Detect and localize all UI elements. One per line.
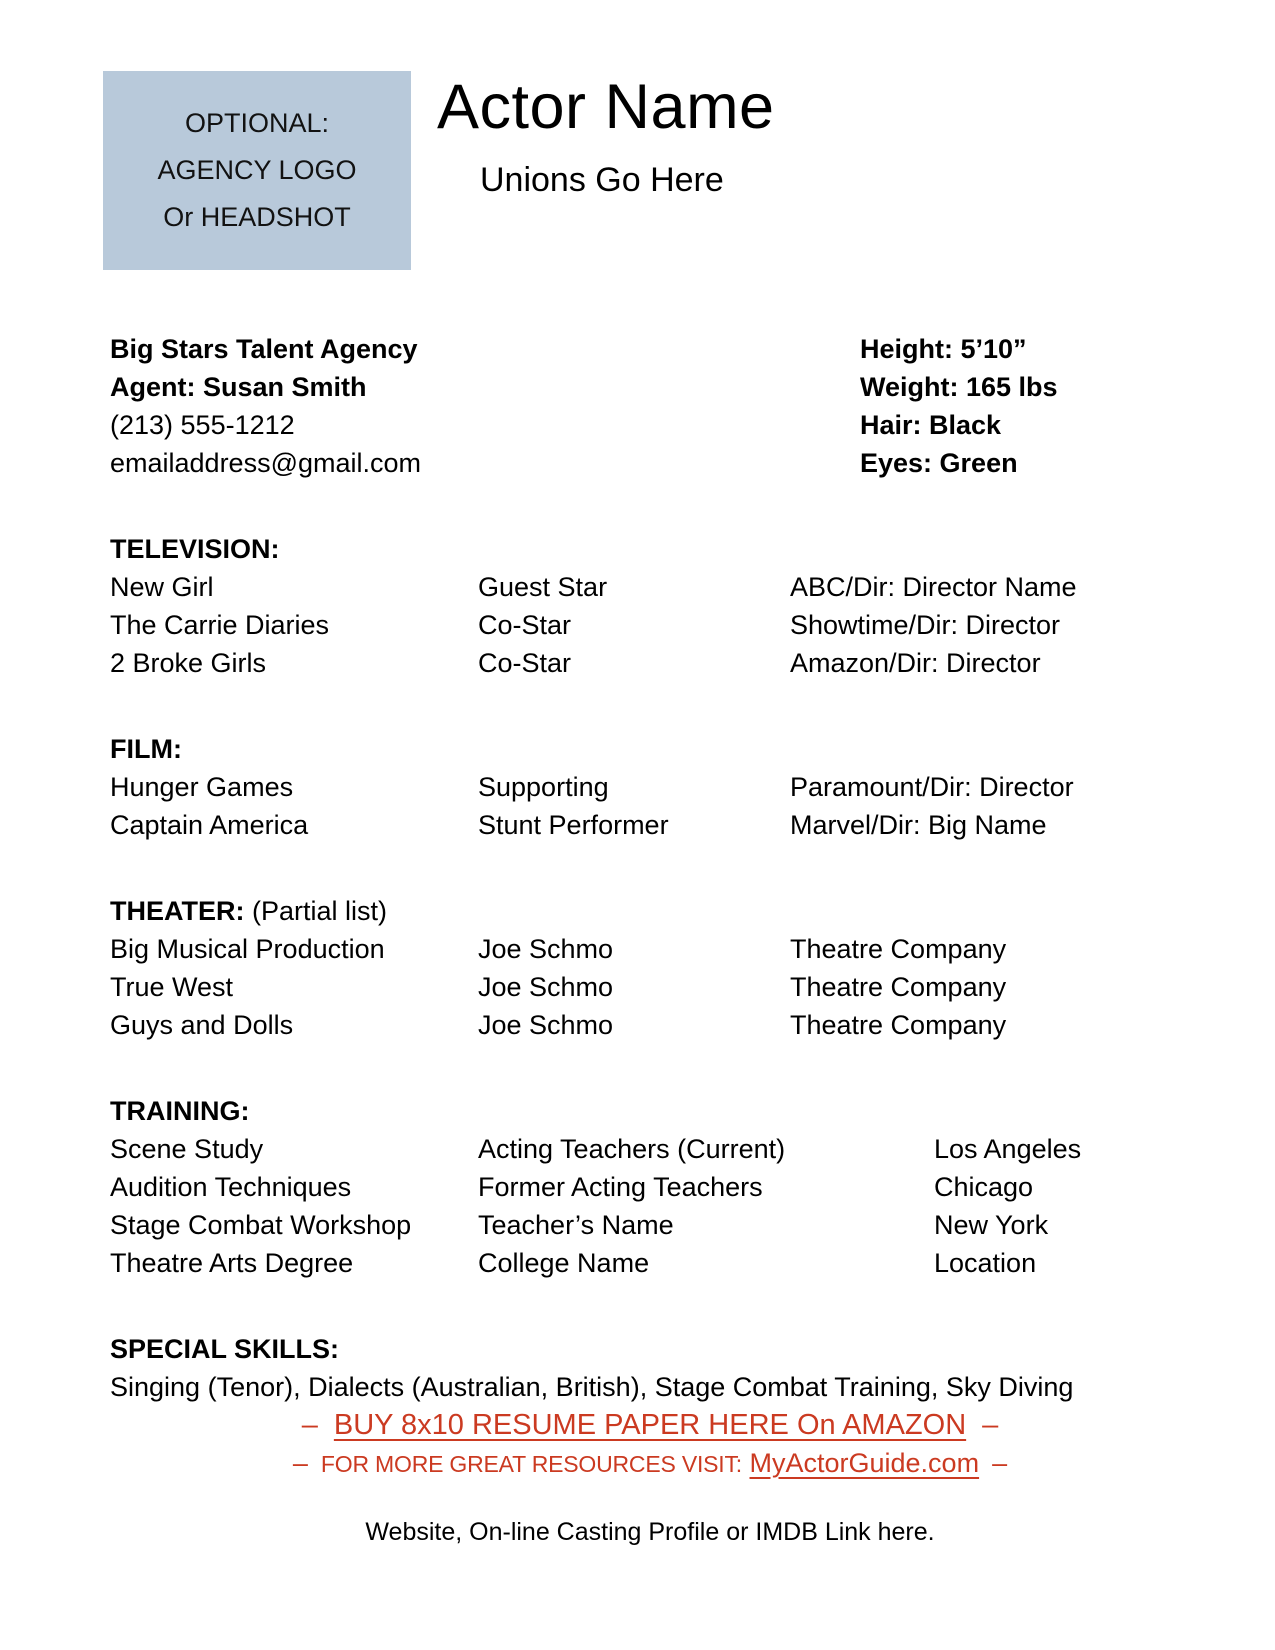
table-row: [110, 1130, 1190, 1168]
training-course: Scene Study: [110, 1134, 264, 1164]
dash-right: –: [982, 1409, 999, 1441]
training-location: Location: [934, 1248, 1037, 1278]
credit-company: Theatre Company: [790, 972, 1007, 1002]
table-row: [110, 968, 1190, 1006]
dash-right: –: [992, 1448, 1008, 1478]
header-title-block: [437, 72, 775, 200]
section-theater: [110, 892, 1190, 1044]
special-skills-list: Singing (Tenor), Dialects (Australian, British), Stage Combat Training, Sky Diving: [110, 1372, 1074, 1402]
myactorguide-link[interactable]: MyActorGuide.com: [749, 1448, 980, 1478]
section-training: [110, 1092, 1190, 1282]
special-skills-heading: SPECIAL SKILLS:: [110, 1334, 340, 1364]
logo-box-line-1: OPTIONAL:: [184, 108, 330, 138]
phone-number: (213) 555-1212: [110, 410, 295, 440]
agency-logo-placeholder: [103, 71, 411, 270]
credit-role: Co-Star: [478, 648, 572, 678]
credit-network: ABC/Dir: Director Name: [790, 572, 1077, 602]
credit-role: Supporting: [478, 772, 609, 802]
amazon-link[interactable]: BUY 8x10 RESUME PAPER HERE On AMAZON: [333, 1409, 967, 1441]
logo-box-line-2: AGENCY LOGO: [157, 155, 357, 185]
training-heading: TRAINING:: [110, 1096, 250, 1126]
training-location: New York: [934, 1210, 1049, 1240]
training-teacher: Former Acting Teachers: [478, 1172, 763, 1202]
television-heading: TELEVISION:: [110, 534, 280, 564]
section-television: [110, 530, 1190, 682]
table-row: [110, 1244, 1190, 1282]
training-teacher: Acting Teachers (Current): [478, 1134, 786, 1164]
credit-title: True West: [110, 972, 234, 1002]
footer-links-placeholder: Website, On-line Casting Profile or IMDB Link here.: [365, 1518, 935, 1546]
credit-director: Joe Schmo: [478, 934, 614, 964]
dash-left: –: [292, 1448, 308, 1478]
training-course: Stage Combat Workshop: [110, 1210, 412, 1240]
table-row: [110, 606, 1190, 644]
credit-network: Showtime/Dir: Director: [790, 610, 1061, 640]
training-teacher: College Name: [478, 1248, 650, 1278]
stats-block: [860, 330, 1190, 482]
training-course: Audition Techniques: [110, 1172, 352, 1202]
table-row: [110, 930, 1190, 968]
stat-height: Height: 5’10”: [860, 334, 1027, 364]
stat-hair: Hair: Black: [860, 410, 1002, 440]
stat-weight: Weight: 165 lbs: [860, 372, 1058, 402]
theater-heading-label: THEATER:: [110, 896, 245, 926]
film-heading: FILM:: [110, 734, 182, 764]
training-course: Theatre Arts Degree: [110, 1248, 354, 1278]
unions-subtitle: Unions Go Here: [480, 161, 724, 199]
credit-company: Theatre Company: [790, 934, 1007, 964]
resources-promo-line: [110, 1444, 1190, 1483]
credit-title: 2 Broke Girls: [110, 648, 267, 678]
credit-title: Captain America: [110, 810, 309, 840]
table-row: [110, 1168, 1190, 1206]
credit-title: Guys and Dolls: [110, 1010, 294, 1040]
actor-name-title: Actor Name: [437, 72, 775, 142]
table-row: [110, 568, 1190, 606]
table-row: [110, 806, 1190, 844]
credit-title: Big Musical Production: [110, 934, 385, 964]
resume-body: [110, 330, 1190, 1551]
credit-role: Guest Star: [478, 572, 608, 602]
table-row: [110, 1006, 1190, 1044]
table-row: [110, 644, 1190, 682]
agency-name: Big Stars Talent Agency: [110, 334, 418, 364]
dash-left: –: [301, 1409, 318, 1441]
credit-title: The Carrie Diaries: [110, 610, 330, 640]
agent-name: Agent: Susan Smith: [110, 372, 367, 402]
credit-network: Amazon/Dir: Director: [790, 648, 1041, 678]
credit-title: Hunger Games: [110, 772, 294, 802]
table-row: [110, 768, 1190, 806]
credit-studio: Paramount/Dir: Director: [790, 772, 1074, 802]
theater-heading-note: (Partial list): [252, 896, 388, 926]
section-special-skills: [110, 1330, 1190, 1406]
training-location: Los Angeles: [934, 1134, 1082, 1164]
email-address: emailaddress@gmail.com: [110, 448, 422, 478]
credit-director: Joe Schmo: [478, 972, 614, 1002]
theater-heading: [110, 892, 1190, 930]
contact-block: [110, 330, 860, 482]
logo-box-line-3: Or HEADSHOT: [163, 202, 351, 232]
table-row: [110, 1206, 1190, 1244]
training-location: Chicago: [934, 1172, 1034, 1202]
section-film: [110, 730, 1190, 844]
credit-company: Theatre Company: [790, 1010, 1007, 1040]
credit-role: Stunt Performer: [478, 810, 669, 840]
training-teacher: Teacher’s Name: [478, 1210, 674, 1240]
amazon-promo-line: [110, 1406, 1190, 1444]
stat-eyes: Eyes: Green: [860, 448, 1018, 478]
credit-title: New Girl: [110, 572, 214, 602]
credit-director: Joe Schmo: [478, 1010, 614, 1040]
credit-role: Co-Star: [478, 610, 572, 640]
resources-prefix: FOR MORE GREAT RESOURCES VISIT:: [320, 1451, 742, 1477]
contact-stats-row: [110, 330, 1190, 482]
credit-studio: Marvel/Dir: Big Name: [790, 810, 1047, 840]
